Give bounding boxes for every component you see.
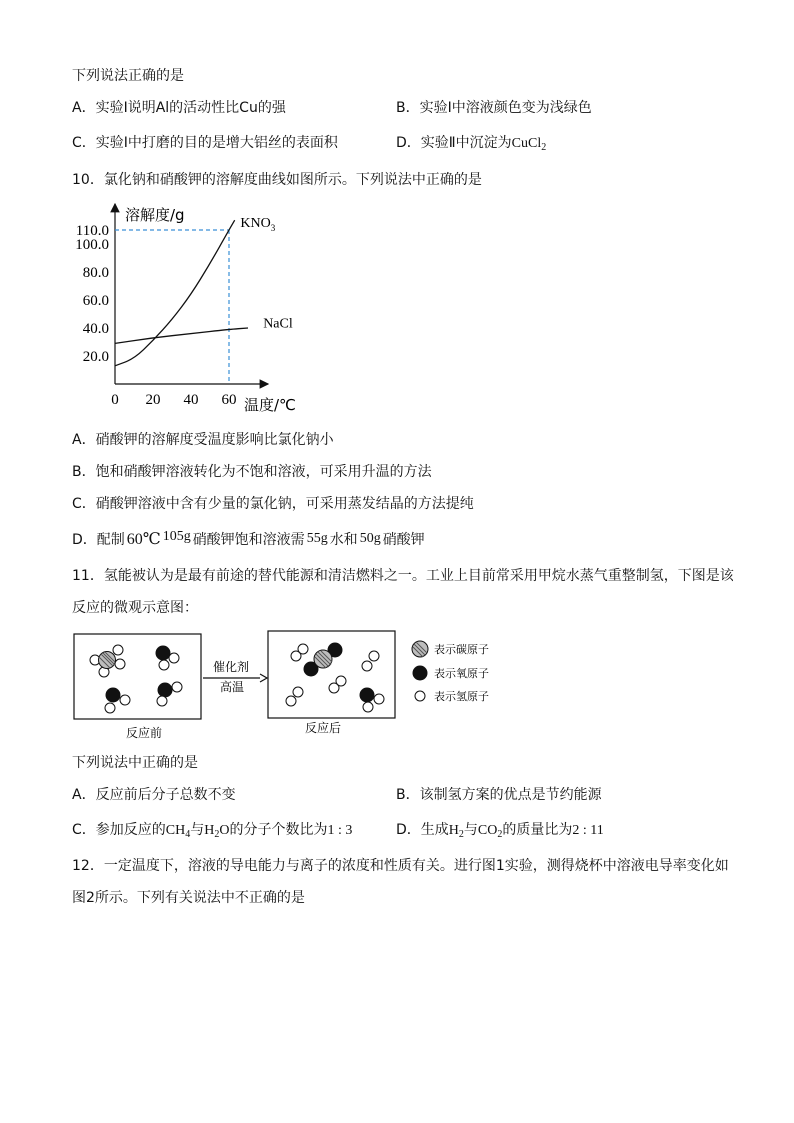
q11-option-c-and: 与 — [190, 822, 205, 838]
after-label: 反应后 — [305, 721, 342, 735]
legend-carbon — [412, 641, 489, 657]
q10-option-d-temp: 60℃ — [126, 531, 161, 548]
q11-option-d[interactable] — [396, 820, 604, 841]
x-tick-label: 60 — [221, 392, 237, 408]
q11-option-d-text1: D．生成 — [396, 822, 449, 838]
q10-option-d-text4: 硝酸钾 — [382, 532, 425, 548]
q11-option-c-text2: 的分子个数比为 — [229, 822, 328, 838]
q11-option-d-text2: 的质量比为 — [502, 822, 573, 838]
condition-catalyst: 催化剂 — [213, 660, 250, 674]
y-tick-label: 20.0 — [82, 349, 109, 365]
x-tick-label: 0 — [111, 392, 119, 408]
y-tick-label: 60.0 — [82, 293, 109, 309]
q11-option-c-ratio: 1 : 3 — [327, 823, 353, 838]
q11-option-b[interactable]: B．该制氢方案的优点是节约能源 — [396, 787, 602, 803]
y-tick-label: 110.0 — [75, 223, 109, 239]
q11-option-c-h: H — [204, 823, 215, 838]
q10-option-d-solute: 50g — [359, 531, 381, 546]
q9-option-d-sub: 2 — [541, 142, 547, 153]
q11-option-c-ch: CH — [165, 823, 186, 838]
q10-stem: 10．氯化钠和硝酸钾的溶解度曲线如图所示。下列说法中正确的是 — [72, 172, 482, 188]
q11-option-d-h-sub: 2 — [458, 829, 464, 840]
q11-option-d-ratio: 2 : 11 — [572, 823, 604, 838]
nacl-line — [115, 328, 248, 343]
q10-option-a[interactable]: A．硝酸钾的溶解度受温度影响比氯化钠小 — [72, 432, 334, 448]
reaction-diagram — [70, 628, 510, 744]
q11-option-c-o: O — [219, 823, 230, 838]
reaction-arrow-head — [260, 674, 267, 682]
q11-option-c-text1: C．参加反应的 — [72, 822, 166, 838]
y-tick-label: 100.0 — [75, 237, 109, 253]
q9-option-d-prefix: D．实验Ⅱ中沉淀为 — [396, 135, 512, 151]
q11-option-d-and: 与 — [463, 822, 478, 838]
q10-option-d-water: 55g — [306, 531, 328, 546]
q11-option-c-ch-sub: 4 — [185, 829, 191, 840]
q10-option-d-text1: D．配制 — [72, 532, 125, 548]
q11-stem-line2: 反应的微观示意图： — [72, 600, 198, 616]
q10-option-b[interactable]: B．饱和硝酸钾溶液转化为不饱和溶液，可采用升温的方法 — [72, 464, 432, 480]
legend-oxygen-label: 表示氧原子 — [434, 667, 489, 680]
q10-option-c[interactable]: C．硝酸钾溶液中含有少量的氯化钠，可采用蒸发结晶的方法提纯 — [72, 496, 474, 512]
y-axis-label: 溶解度/g — [125, 206, 185, 224]
x-axis-label: 温度/℃ — [244, 396, 296, 414]
q9-option-b[interactable]: B．实验Ⅰ中溶液颜色变为浅绿色 — [396, 100, 592, 116]
q11-option-c-h-sub: 2 — [214, 829, 220, 840]
q9-option-d[interactable] — [396, 133, 546, 154]
q10-option-d-mass: 105g — [162, 529, 191, 544]
solubility-chart — [70, 198, 320, 420]
kno3-label — [240, 216, 275, 233]
kno3-label-subscript: 3 — [270, 223, 276, 234]
y-tick-label: 40.0 — [82, 321, 109, 337]
q9-option-d-formula: CuCl — [511, 136, 542, 151]
y-tick-label: 80.0 — [82, 265, 109, 281]
q11-stem2: 下列说法中正确的是 — [72, 755, 198, 771]
q12-stem-line1: 12．一定温度下，溶液的导电能力与离子的浓度和性质有关。进行图1实验，测得烧杯中溶液电导率变化如 — [72, 858, 729, 874]
q11-option-d-co: CO — [477, 823, 498, 838]
q10-option-d-text3: 水和 — [329, 532, 358, 548]
q9-option-c[interactable]: C．实验Ⅰ中打磨的目的是增大铝丝的表面积 — [72, 135, 338, 151]
legend-hydrogen-label: 表示氢原子 — [434, 690, 489, 703]
q10-option-d-text2: 硝酸钾饱和溶液需 — [192, 532, 305, 548]
q10-option-d[interactable] — [72, 530, 425, 551]
q11-option-a[interactable]: A．反应前后分子总数不变 — [72, 787, 236, 803]
q12-stem-line2: 图2所示。下列有关说法中不正确的是 — [72, 890, 305, 906]
before-label: 反应前 — [126, 726, 163, 740]
condition-high-temp: 高温 — [220, 680, 245, 694]
nacl-label: NaCl — [263, 316, 293, 332]
legend-oxygen — [413, 666, 490, 681]
x-tick-label: 40 — [183, 392, 199, 408]
q11-option-d-h: H — [448, 823, 459, 838]
before-box — [74, 634, 201, 719]
q11-option-d-co-sub: 2 — [497, 829, 503, 840]
q11-option-c[interactable] — [72, 820, 352, 841]
kno3-curve — [115, 220, 235, 366]
legend-hydrogen — [415, 689, 489, 703]
legend-carbon-label: 表示碳原子 — [434, 643, 489, 656]
q11-stem-line1: 11．氢能被认为是最有前途的替代能源和清洁燃料之一。工业上目前常采用甲烷水蒸气重整制氢，下图是该 — [72, 568, 734, 584]
q9-stem: 下列说法正确的是 — [72, 68, 184, 84]
q9-option-a[interactable]: A．实验Ⅰ说明Al的活动性比Cu的强 — [72, 100, 286, 116]
kno3-label-text: KNO — [240, 216, 271, 232]
x-tick-label: 20 — [145, 392, 161, 408]
